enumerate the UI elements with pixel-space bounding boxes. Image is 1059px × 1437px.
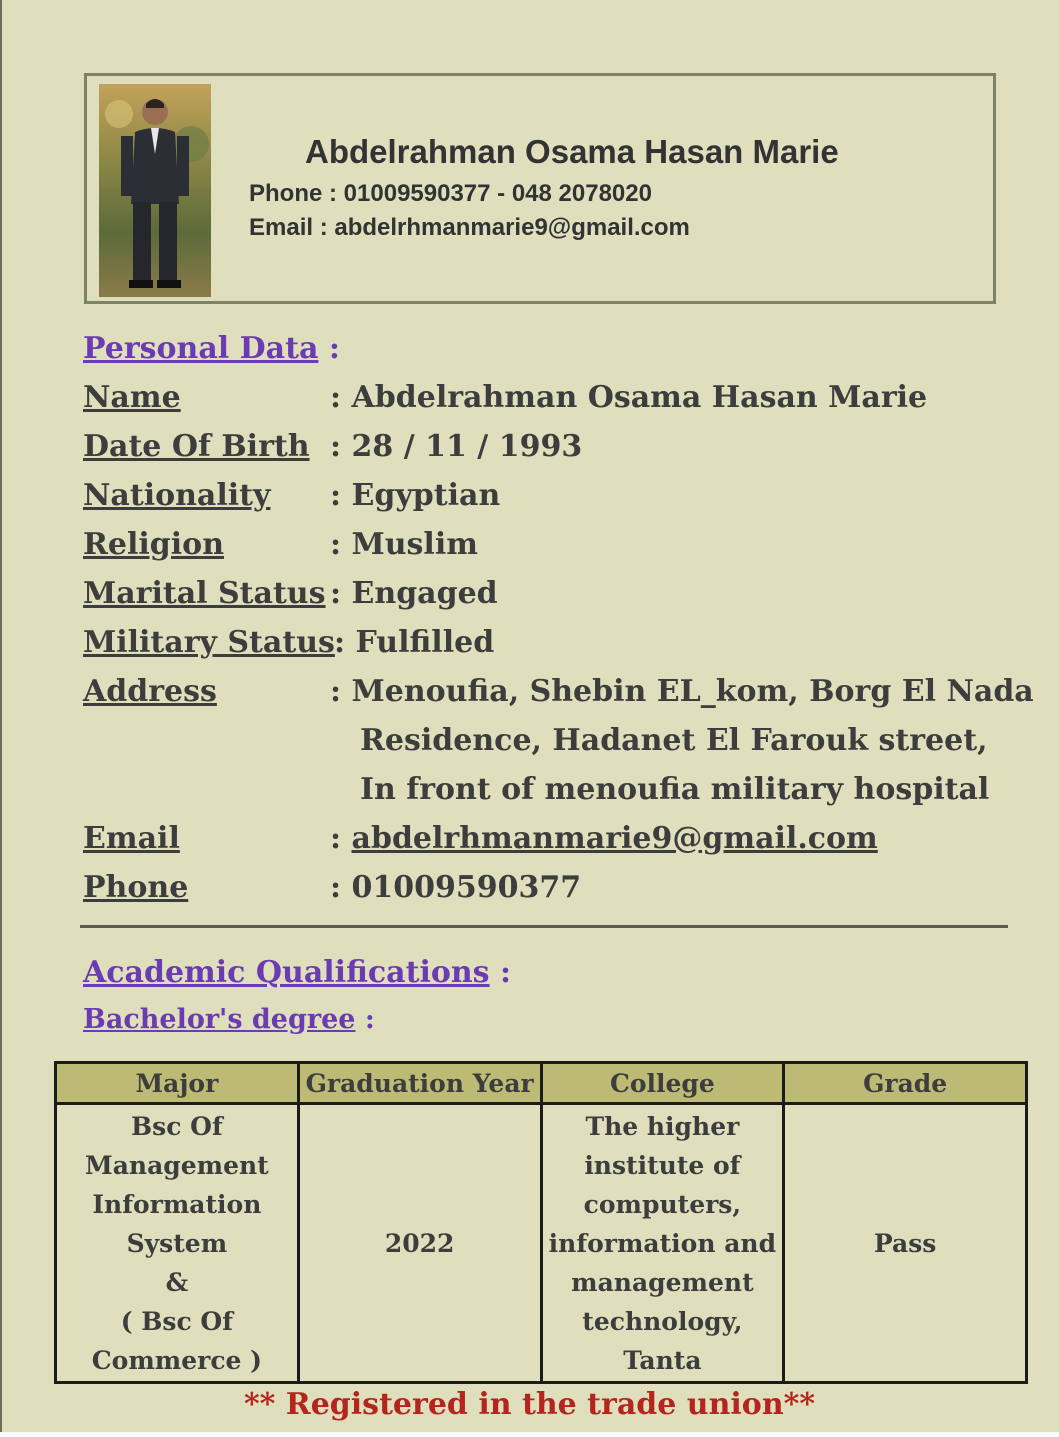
table-header-row — [56, 1063, 1027, 1104]
college-line: computers, — [583, 1189, 742, 1219]
page-left-border — [0, 0, 2, 1437]
trade-union-note: ** Registered in the trade union** — [243, 1387, 816, 1422]
name-value: : Abdelrahman Osama Hasan Marie — [330, 380, 928, 415]
header-email-label: Email : — [249, 214, 328, 241]
major-line: Commerce ) — [91, 1345, 262, 1375]
address-line-3: In front of menoufia military hospital — [360, 772, 990, 807]
dob-label: Date Of Birth — [83, 429, 310, 464]
cell-graduation-year: 2022 — [298, 1104, 541, 1383]
college-line: The higher — [585, 1111, 740, 1141]
table-row — [56, 1104, 1027, 1383]
header-phone-line — [249, 180, 652, 208]
header-full-name: Abdelrahman Osama Hasan Marie — [305, 133, 839, 170]
profile-photo — [99, 84, 211, 297]
college-line: Tanta — [623, 1345, 702, 1375]
major-line: Bsc Of — [131, 1111, 223, 1141]
header-phone-value: 01009590377 - 048 2078020 — [343, 180, 652, 207]
qualifications-table — [54, 1061, 1028, 1384]
college-line: management — [571, 1267, 754, 1297]
header-email-value[interactable]: abdelrhmanmarie9@gmail.com — [334, 214, 690, 241]
nationality-label: Nationality — [83, 478, 271, 513]
personal-data-heading: Personal Data : — [83, 331, 340, 366]
marital-status-label: Marital Status — [83, 576, 326, 611]
address-value: : Menoufia, Shebin EL_kom, Borg El Nada — [330, 674, 1034, 709]
cell-major — [56, 1104, 299, 1383]
major-line: Information — [92, 1189, 262, 1219]
college-line: institute of — [584, 1150, 741, 1180]
military-status-label: Military Status — [83, 625, 335, 660]
header-email-line — [249, 214, 690, 242]
address-label: Address — [83, 674, 217, 709]
marital-status-value: : Engaged — [330, 576, 498, 611]
address-line-2: Residence, Hadanet El Farouk street, — [360, 723, 988, 758]
email-link[interactable]: abdelrhmanmarie9@gmail.com — [351, 821, 878, 856]
header-graduation-year: Graduation Year — [298, 1063, 541, 1104]
section-divider — [80, 925, 1008, 928]
phone-value: : 01009590377 — [330, 870, 582, 905]
header-college: College — [541, 1063, 784, 1104]
header-major: Major — [56, 1063, 299, 1104]
cell-college — [541, 1104, 784, 1383]
religion-value: : Muslim — [330, 527, 478, 562]
dob-value: : 28 / 11 / 1993 — [330, 429, 583, 464]
major-line: ( Bsc Of — [120, 1306, 233, 1336]
name-label: Name — [83, 380, 181, 415]
header-grade: Grade — [784, 1063, 1027, 1104]
phone-label: Phone — [83, 870, 189, 905]
header-phone-label: Phone : — [249, 180, 337, 207]
academic-qualifications-heading: Academic Qualifications : — [83, 955, 512, 990]
major-line: System — [126, 1228, 228, 1258]
religion-label: Religion — [83, 527, 225, 562]
college-line: information and — [548, 1228, 777, 1258]
college-line: technology, — [582, 1306, 743, 1336]
bachelor-degree-heading: Bachelor's degree : — [83, 1004, 375, 1035]
email-value: : abdelrhmanmarie9@gmail.com — [330, 821, 878, 856]
military-status-value: : Fulfilled — [334, 625, 495, 660]
nationality-value: : Egyptian — [330, 478, 501, 513]
page-bottom-edge — [0, 1432, 1059, 1437]
major-line: & — [165, 1267, 189, 1297]
person-silhouette-icon — [99, 84, 211, 297]
major-line: Management — [85, 1150, 269, 1180]
cell-grade: Pass — [784, 1104, 1027, 1383]
email-label: Email — [83, 821, 180, 856]
